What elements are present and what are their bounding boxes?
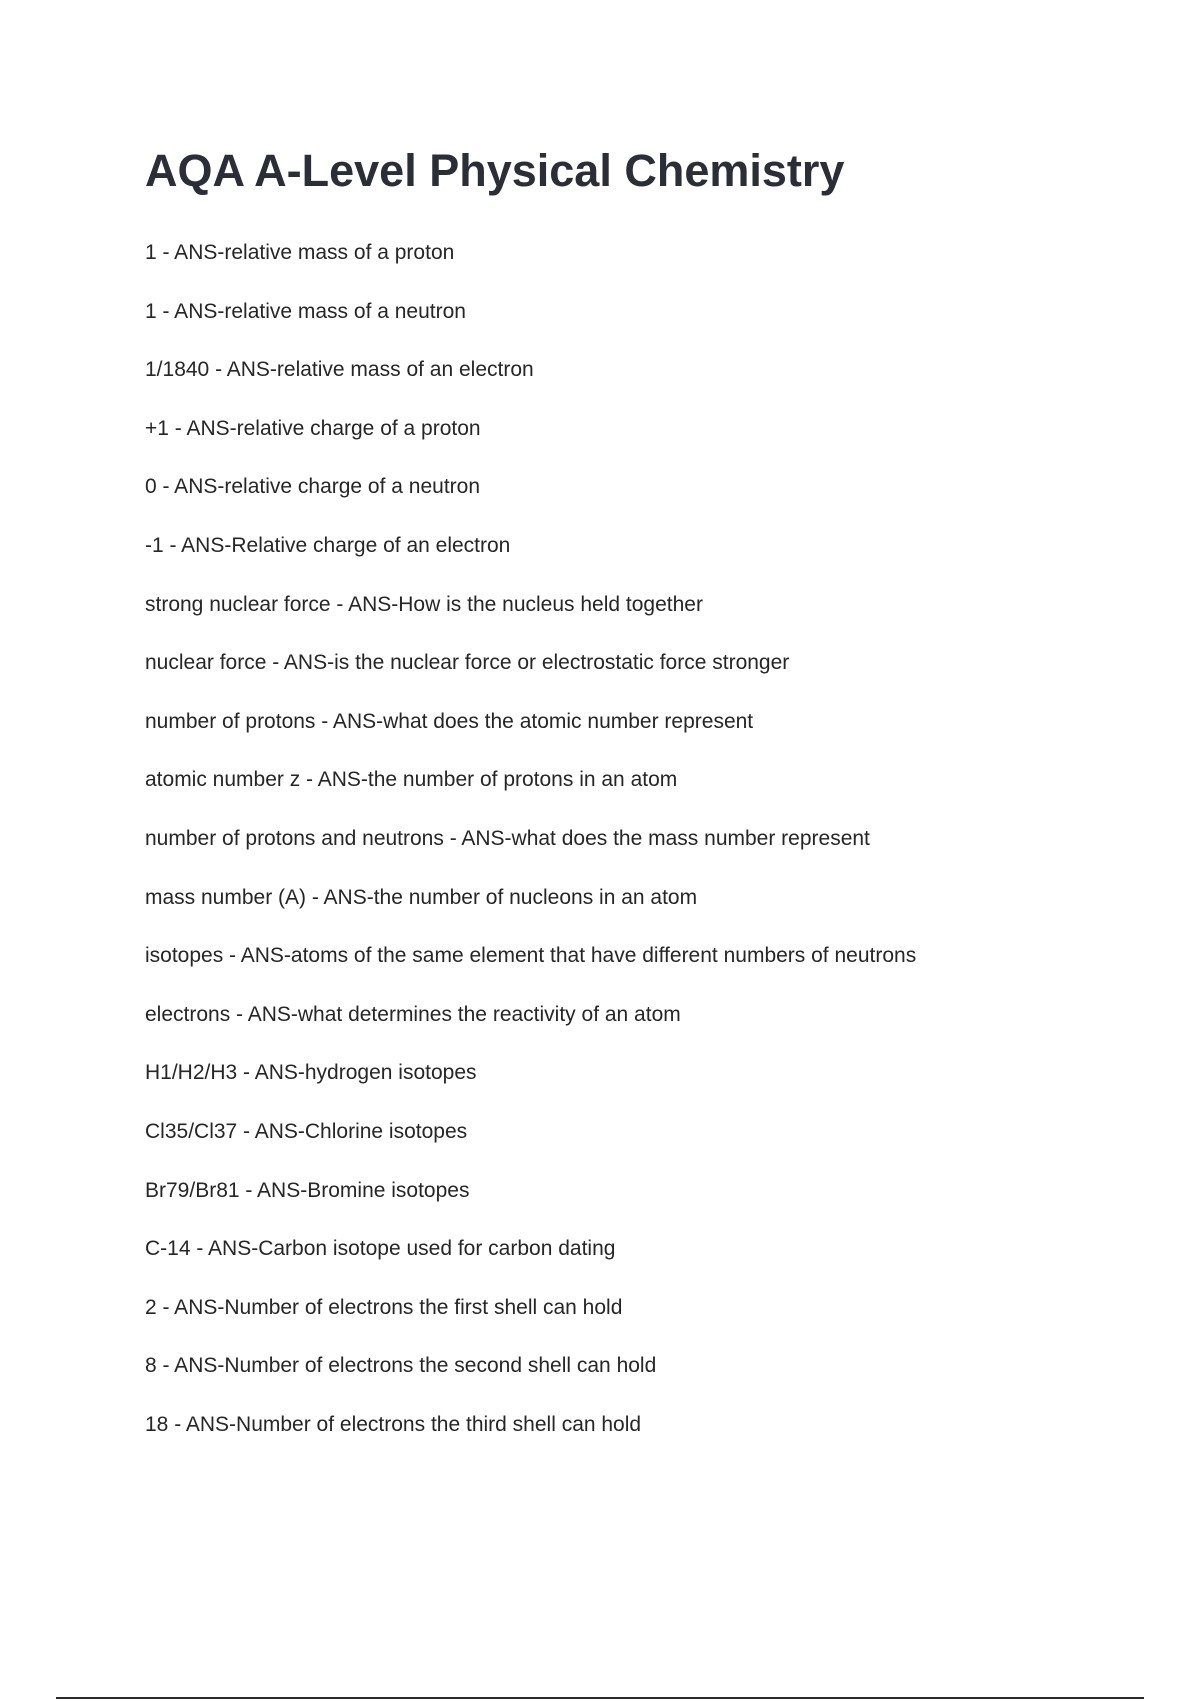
list-item: +1 - ANS-relative charge of a proton — [145, 416, 481, 440]
flashcard-list — [145, 236, 1145, 1466]
list-item: 0 - ANS-relative charge of a neutron — [145, 475, 481, 499]
list-item: H1/H2/H3 - ANS-hydrogen isotopes — [145, 1061, 477, 1085]
list-item: number of protons - ANS-what does the atomic number represent — [145, 709, 754, 733]
footer-divider — [56, 1697, 1144, 1699]
list-item: isotopes - ANS-atoms of the same element that have different numbers of neutrons — [145, 944, 917, 968]
list-item: 1/1840 - ANS-relative mass of an electron — [145, 358, 534, 382]
list-item: atomic number z - ANS-the number of protons in an atom — [145, 768, 678, 792]
list-item: 2 - ANS-Number of electrons the first shell can hold — [145, 1295, 623, 1319]
list-item: electrons - ANS-what determines the reactivity of an atom — [145, 1002, 681, 1026]
list-item: nuclear force - ANS-is the nuclear force or electrostatic force stronger — [145, 651, 790, 675]
list-item: mass number (A) - ANS-the number of nucleons in an atom — [145, 885, 698, 909]
list-item: 18 - ANS-Number of electrons the third shell can hold — [145, 1412, 642, 1436]
list-item: Br79/Br81 - ANS-Bromine isotopes — [145, 1178, 470, 1202]
list-item: 8 - ANS-Number of electrons the second shell can hold — [145, 1354, 657, 1378]
list-item: 1 - ANS-relative mass of a neutron — [145, 299, 466, 323]
list-item: number of protons and neutrons - ANS-what does the mass number represent — [145, 826, 870, 850]
list-item: C-14 - ANS-Carbon isotope used for carbon dating — [145, 1237, 616, 1261]
list-item: -1 - ANS-Relative charge of an electron — [145, 533, 511, 557]
list-item: Cl35/Cl37 - ANS-Chlorine isotopes — [145, 1119, 468, 1143]
page-title: AQA A-Level Physical Chemistry — [145, 145, 845, 196]
list-item: strong nuclear force - ANS-How is the nucleus held together — [145, 592, 703, 616]
list-item: 1 - ANS-relative mass of a proton — [145, 241, 455, 264]
